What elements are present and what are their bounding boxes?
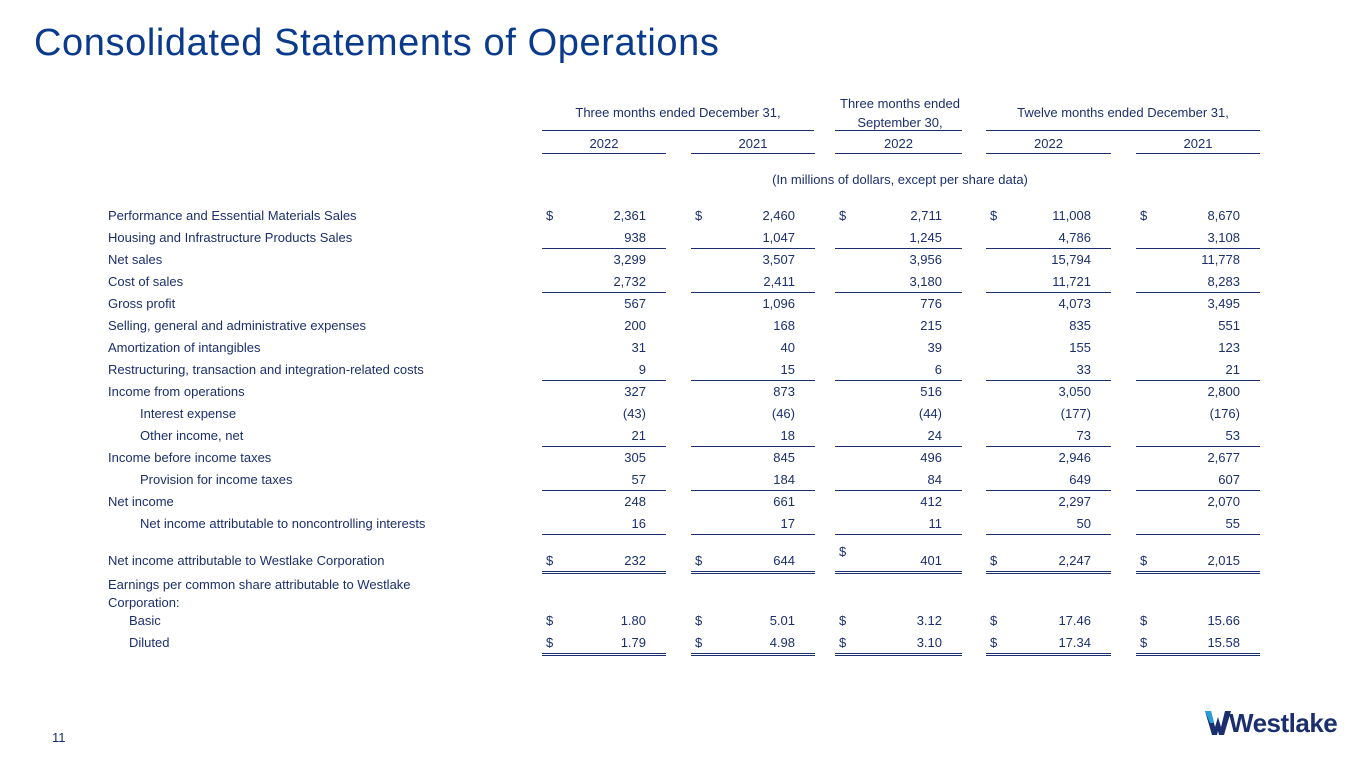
cell-value: 55: [1225, 516, 1240, 531]
currency-symbol: $: [839, 208, 847, 223]
row-label: Other income, net: [140, 428, 244, 443]
cell-value: 9: [638, 362, 646, 377]
row-label: Housing and Infrastructure Products Sales: [108, 230, 353, 245]
cell-value: 516: [920, 384, 942, 399]
page-number: 11: [52, 730, 66, 745]
cell-value: 155: [1069, 340, 1091, 355]
value-cell: [1136, 633, 1260, 656]
cell-value: 776: [920, 296, 942, 311]
value-cell: [542, 338, 666, 358]
cell-value: 3,108: [1207, 230, 1240, 245]
row-label: Net sales: [108, 252, 163, 267]
cell-value: 4.98: [769, 635, 795, 650]
cell-value: 873: [773, 384, 795, 399]
cell-value: 938: [624, 230, 646, 245]
cell-value: 215: [920, 318, 942, 333]
value-cell: [542, 272, 666, 293]
value-cell: [835, 382, 962, 402]
cell-value: 18: [780, 428, 795, 443]
value-cell: [1136, 272, 1260, 293]
header-group-annual: Twelve months ended December 31,: [1017, 105, 1229, 120]
value-cell: [691, 611, 815, 631]
cell-value: (176): [1209, 406, 1240, 421]
currency-symbol: $: [990, 635, 998, 650]
cell-value: 39: [927, 340, 942, 355]
value-cell: [986, 448, 1111, 468]
cell-value: 8,670: [1207, 208, 1240, 223]
currency-symbol: $: [839, 544, 847, 559]
value-cell: [986, 611, 1111, 631]
cell-value: 327: [624, 384, 646, 399]
cell-value: 661: [773, 494, 795, 509]
cell-value: 6: [934, 362, 942, 377]
cell-value: (43): [622, 406, 646, 421]
row-label: Provision for income taxes: [140, 472, 293, 487]
units-note: (In millions of dollars, except per share data): [772, 172, 1028, 187]
row-label: Income before income taxes: [108, 450, 272, 465]
currency-symbol: $: [990, 553, 998, 568]
currency-symbol: $: [546, 613, 554, 628]
cell-value: 15.58: [1207, 635, 1240, 650]
value-cell: [1136, 360, 1260, 381]
value-cell: [691, 360, 815, 381]
year-header: 2022: [589, 136, 619, 151]
row-label: Restructuring, transaction and integration-related costs: [108, 362, 424, 377]
value-cell: [835, 250, 962, 270]
currency-symbol: $: [695, 553, 703, 568]
value-cell: [986, 492, 1111, 512]
cell-value: 649: [1069, 472, 1091, 487]
value-cell: [1136, 250, 1260, 270]
value-cell: [542, 448, 666, 468]
value-cell: [691, 316, 815, 336]
table-row: [0, 382, 1365, 404]
value-cell: [542, 206, 666, 226]
year-rule: [835, 153, 962, 154]
cell-value: 3.12: [916, 613, 942, 628]
value-cell: [835, 294, 962, 314]
value-cell: [691, 426, 815, 447]
westlake-logo: [1205, 708, 1338, 740]
currency-symbol: $: [990, 208, 998, 223]
cell-value: (46): [771, 406, 795, 421]
year-rule: [1136, 153, 1260, 154]
table-row: [0, 514, 1365, 536]
currency-symbol: $: [546, 553, 554, 568]
cell-value: 11,778: [1201, 252, 1240, 267]
cell-value: 8,283: [1207, 274, 1240, 289]
value-cell: [691, 294, 815, 314]
cell-value: 4,786: [1058, 230, 1091, 245]
value-cell: [835, 272, 962, 293]
value-cell: [835, 316, 962, 336]
value-cell: [542, 250, 666, 270]
year-rule: [691, 153, 815, 154]
row-label: Basic: [129, 613, 161, 628]
value-cell: [542, 360, 666, 381]
cell-value: 551: [1218, 318, 1240, 333]
currency-symbol: $: [839, 635, 847, 650]
value-cell: [542, 382, 666, 402]
cell-value: 33: [1076, 362, 1091, 377]
value-cell: [986, 633, 1111, 656]
currency-symbol: $: [990, 613, 998, 628]
cell-value: 123: [1218, 340, 1240, 355]
header-group-q4: Three months ended December 31,: [575, 105, 781, 120]
value-cell: [986, 294, 1111, 314]
row-label: Net income: [108, 494, 174, 509]
cell-value: 401: [920, 553, 942, 568]
currency-symbol: $: [1140, 613, 1148, 628]
year-header: 2021: [1183, 136, 1213, 151]
logo-wordmark: Westlake: [1229, 708, 1338, 738]
row-label: Net income attributable to noncontrolling interests: [140, 516, 426, 531]
value-cell: [1136, 514, 1260, 535]
table-row: [0, 338, 1365, 360]
value-cell: [986, 551, 1111, 574]
year-rule: [986, 153, 1111, 154]
cell-value: 57: [631, 472, 646, 487]
cell-value: 16: [631, 516, 646, 531]
row-label: Net income attributable to Westlake Corporation: [108, 553, 385, 568]
value-cell: [835, 426, 962, 447]
cell-value: 567: [624, 296, 646, 311]
value-cell: [1136, 404, 1260, 424]
cell-value: 3,507: [762, 252, 795, 267]
table-row: [0, 633, 1365, 655]
value-cell: [691, 250, 815, 270]
cell-value: 3.10: [916, 635, 942, 650]
table-row: [0, 294, 1365, 316]
cell-value: 607: [1218, 472, 1240, 487]
value-cell: [542, 514, 666, 535]
cell-value: 2,946: [1058, 450, 1091, 465]
cell-value: (44): [918, 406, 942, 421]
row-label: Income from operations: [108, 384, 245, 399]
table-row: [0, 404, 1365, 426]
table-row: [0, 316, 1365, 338]
cell-value: 15: [780, 362, 795, 377]
row-label: Performance and Essential Materials Sales: [108, 208, 357, 223]
value-cell: [986, 360, 1111, 381]
table-row: [0, 448, 1365, 470]
currency-symbol: $: [839, 613, 847, 628]
year-rule: [542, 153, 666, 154]
value-cell: [691, 272, 815, 293]
cell-value: 845: [773, 450, 795, 465]
table-row: [0, 272, 1365, 294]
cell-value: (177): [1060, 406, 1091, 421]
cell-value: 15.66: [1207, 613, 1240, 628]
table-row: [0, 206, 1365, 228]
year-header: 2022: [884, 136, 913, 151]
cell-value: 53: [1225, 428, 1240, 443]
value-cell: [1136, 382, 1260, 402]
value-cell: [691, 404, 815, 424]
cell-value: 31: [631, 340, 646, 355]
cell-value: 73: [1076, 428, 1091, 443]
value-cell: [986, 470, 1111, 491]
currency-symbol: $: [546, 208, 554, 223]
cell-value: 5.01: [769, 613, 795, 628]
year-header: 2022: [1034, 136, 1063, 151]
value-cell: [691, 470, 815, 491]
cell-value: 21: [631, 428, 646, 443]
cell-value: 835: [1069, 318, 1091, 333]
value-cell: [986, 404, 1111, 424]
currency-symbol: $: [1140, 208, 1148, 223]
value-cell: [691, 633, 815, 656]
cell-value: 17.34: [1058, 635, 1091, 650]
value-cell: [542, 470, 666, 491]
row-label: Gross profit: [108, 296, 176, 311]
row-label: Earnings per common share attributable to Westlake Corporation:: [108, 577, 411, 610]
value-cell: [1136, 206, 1260, 226]
row-label: Cost of sales: [108, 274, 184, 289]
currency-symbol: $: [695, 208, 703, 223]
cell-value: 2,070: [1207, 494, 1240, 509]
cell-value: 24: [927, 428, 942, 443]
cell-value: 11,721: [1052, 274, 1091, 289]
cell-value: 200: [624, 318, 646, 333]
value-cell: [542, 426, 666, 447]
value-cell: [986, 206, 1111, 226]
table-row: [0, 470, 1365, 492]
value-cell: [835, 492, 962, 512]
row-label: Selling, general and administrative expenses: [108, 318, 366, 333]
table-row: [0, 611, 1365, 633]
cell-value: 248: [624, 494, 646, 509]
cell-value: 305: [624, 450, 646, 465]
cell-value: 232: [624, 553, 646, 568]
value-cell: [835, 206, 962, 226]
header-group-q3-rule: [835, 130, 962, 131]
value-cell: [835, 404, 962, 424]
value-cell: [542, 611, 666, 631]
cell-value: 2,297: [1058, 494, 1091, 509]
value-cell: [835, 544, 962, 574]
value-cell: [1136, 294, 1260, 314]
value-cell: [1136, 338, 1260, 358]
cell-value: 2,677: [1207, 450, 1240, 465]
value-cell: [986, 228, 1111, 249]
value-cell: [835, 611, 962, 631]
table-row: [0, 544, 1365, 573]
value-cell: [542, 633, 666, 656]
row-label: Diluted: [129, 635, 170, 650]
cell-value: 2,247: [1058, 553, 1091, 568]
cell-value: 3,495: [1207, 296, 1240, 311]
year-header: 2021: [738, 136, 768, 151]
value-cell: [1136, 470, 1260, 491]
value-cell: [691, 448, 815, 468]
value-cell: [691, 206, 815, 226]
cell-value: 40: [780, 340, 795, 355]
value-cell: [691, 338, 815, 358]
value-cell: [986, 514, 1111, 535]
cell-value: 2,711: [910, 208, 942, 223]
currency-symbol: $: [546, 635, 554, 650]
cell-value: 17.46: [1058, 613, 1091, 628]
cell-value: 11: [928, 516, 942, 531]
cell-value: 1.80: [620, 613, 646, 628]
cell-value: 2,460: [762, 208, 795, 223]
value-cell: [986, 250, 1111, 270]
cell-value: 184: [773, 472, 795, 487]
cell-value: 412: [920, 494, 942, 509]
table-row: [0, 426, 1365, 448]
table-row: [0, 492, 1365, 514]
value-cell: [691, 551, 815, 574]
cell-value: 1,096: [762, 296, 795, 311]
value-cell: [1136, 228, 1260, 249]
value-cell: [1136, 492, 1260, 512]
header-group-q3-line2: September 30,: [857, 115, 943, 130]
cell-value: 644: [773, 553, 795, 568]
currency-symbol: $: [1140, 635, 1148, 650]
currency-symbol: $: [1140, 553, 1148, 568]
value-cell: [1136, 448, 1260, 468]
value-cell: [835, 448, 962, 468]
westlake-mark-icon: [1205, 711, 1231, 735]
cell-value: 2,411: [763, 274, 795, 289]
value-cell: [986, 272, 1111, 293]
value-cell: [542, 294, 666, 314]
cell-value: 84: [927, 472, 942, 487]
cell-value: 1,047: [762, 230, 795, 245]
cell-value: 3,299: [613, 252, 646, 267]
cell-value: 17: [780, 516, 795, 531]
cell-value: 1,245: [909, 230, 942, 245]
value-cell: [986, 338, 1111, 358]
value-cell: [835, 633, 962, 656]
cell-value: 168: [773, 318, 795, 333]
value-cell: [542, 492, 666, 512]
value-cell: [542, 404, 666, 424]
cell-value: 21: [1225, 362, 1240, 377]
value-cell: [835, 514, 962, 535]
header-group-q4-rule: [542, 130, 814, 131]
row-label: Amortization of intangibles: [108, 340, 261, 355]
cell-value: 2,015: [1207, 553, 1240, 568]
value-cell: [835, 228, 962, 249]
cell-value: 2,361: [613, 208, 646, 223]
currency-symbol: $: [695, 613, 703, 628]
header-group-annual-rule: [986, 130, 1260, 131]
table-row: [0, 228, 1365, 250]
value-cell: [691, 492, 815, 512]
cell-value: 11,008: [1052, 208, 1091, 223]
cell-value: 2,732: [613, 274, 646, 289]
value-cell: [986, 382, 1111, 402]
row-label: Interest expense: [140, 406, 237, 421]
table-row: [0, 574, 1365, 610]
value-cell: [542, 228, 666, 249]
cell-value: 3,050: [1058, 384, 1091, 399]
value-cell: [542, 551, 666, 574]
value-cell: [1136, 426, 1260, 447]
value-cell: [835, 360, 962, 381]
value-cell: [1136, 551, 1260, 574]
cell-value: 496: [920, 450, 942, 465]
page-title: Consolidated Statements of Operations: [34, 22, 720, 64]
cell-value: 1.79: [620, 635, 646, 650]
header-group-q3: [830, 94, 970, 132]
value-cell: [1136, 611, 1260, 631]
value-cell: [986, 316, 1111, 336]
header-group-q3-line1: Three months ended: [840, 96, 960, 111]
currency-symbol: $: [695, 635, 703, 650]
table-row: [0, 360, 1365, 382]
value-cell: [1136, 316, 1260, 336]
value-cell: [691, 514, 815, 535]
cell-value: 3,956: [909, 252, 942, 267]
cell-value: 2,800: [1207, 384, 1240, 399]
cell-value: 4,073: [1058, 296, 1091, 311]
value-cell: [986, 426, 1111, 447]
value-cell: [542, 316, 666, 336]
value-cell: [691, 228, 815, 249]
cell-value: 15,794: [1051, 252, 1091, 267]
table-row: [0, 250, 1365, 272]
value-cell: [691, 382, 815, 402]
value-cell: [835, 338, 962, 358]
cell-value: 50: [1076, 516, 1091, 531]
value-cell: [835, 470, 962, 491]
cell-value: 3,180: [909, 274, 942, 289]
